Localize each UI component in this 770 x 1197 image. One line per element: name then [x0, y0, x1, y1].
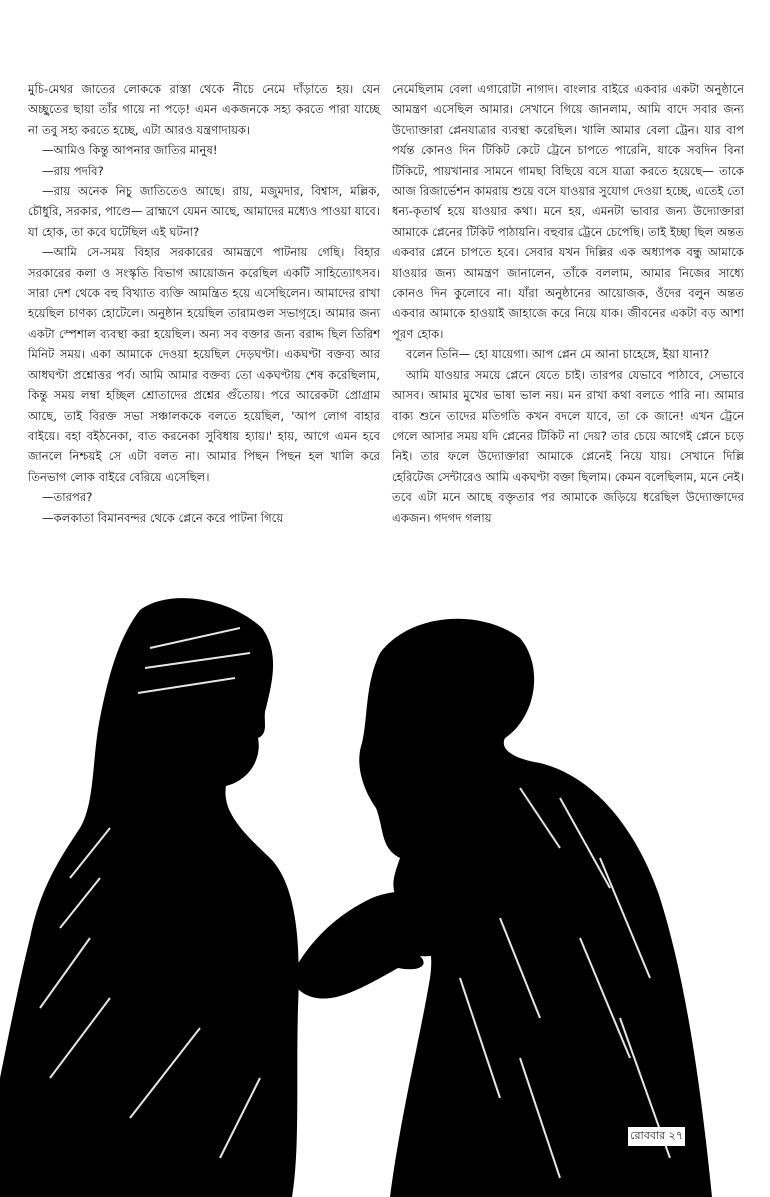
article-column-right	[392, 79, 744, 528]
page-folio: রোববার ২৭	[628, 1127, 685, 1146]
paragraph: নেমেছিলাম বেলা এগারোটা নাগাদ। বাংলার বাইরে একবার একটা অনুষ্ঠানে আমন্ত্রণ এসেছিল আমার। সেখানে গিয়ে জানলাম, আমি বাদে সবার জন্য উদ্যোক্তারা প্লেনযাত্রার ব্যবস্থা করেছিল। খালি আমার বেলা ট্রেন। যার বাপ পর্যন্ত কোনও দিন টিকিট কেটে ট্রেনে চাপতে পারেনি, যাকে সবদিন বিনা টিকিটে, পায়খানার সামনে গামছা বিছিয়ে বসে যাত্রা করতে হয়েছে— তাকে আজ রিজার্ভেশন কামরায় শুয়ে বসে যাওয়ার সুযোগ দেওয়া হচ্ছে, এতেই তো ধন্য-কৃতার্থ হয়ে যাওয়ার কথা। মনে হয়, এমনটা ভাবার জন্য উদ্যোক্তারা আমাকে প্লেনের টিকিট পাঠায়নি। বহুবার ট্রেনে চেপেছি। তাই ইচ্ছা ছিল অন্তত একবার প্লেনে চাপতে হবে। সেবার যখন দিল্লির এক অধ্যাপক বন্ধু আমাকে যাওয়ার জন্য আমন্ত্রণ জানালেন, তাঁকে বললাম, আমার নিজের সাধ্যে কোনও দিন কুলোবে না। যাঁরা অনুষ্ঠানের আয়োজক, ওঁদের বলুন অন্তত একবার আমাকে হাওয়াই জাহাজে করে নিয়ে যাক। জীবনের একটা বড় আশা পূরণ হোক।	[392, 82, 744, 341]
paragraph: —রায় পদবি?	[42, 163, 104, 178]
silhouette-illustration	[0, 558, 770, 1197]
paragraph: আমি যাওয়ার সময়ে প্লেনে যেতে চাই। তারপর যেভাবে পাঠাবে, সেভাবে আসব। আমার মুখের ভাষা ভাল নয়। মন রাখা কথা বলতে পারি না। আমার বাক্য শুনে তাদের মতিগতি কখন বদলে যাবে, তা কে জানে! এখন ট্রেনে গেলে আসার সময় যদি প্লেনের টিকিট না দেয়? তার চেয়ে আগেই প্লেনে চড়ে নিই। তার ফলে উদ্যোক্তারা আমাকে প্লেনেই নিয়ে যায়। সেখানে দিল্লি হেরিটেজ সেন্টারেও আমি একঘণ্টা বক্তা ছিলাম। কেমন বলেছিলাম, মনে নেই। তবে এটা মনে আছে বক্তৃতার পর আমাকে জড়িয়ে ধরেছিল উদ্যোক্তাদের একজন। গদগদ গলায়	[392, 367, 745, 525]
paragraph: বলেন তিনি— হো যায়েগা। আপ প্লেন মে আনা চাহেঙ্গে, ইয়া যানা?	[406, 347, 710, 362]
paragraph: —কলকাতা বিমানবন্দর থেকে প্লেনে করে পাটনা গিয়ে	[42, 510, 284, 525]
paragraph: —তারপর?	[42, 490, 93, 505]
paragraph: মুচি-মেথর জাতের লোককে রাস্তা থেকে নীচে নেমে দাঁড়াতে হয়। যেন অচ্ছুতের ছায়া তাঁর গায়ে না পড়ে! এমন একজনকে সহ্য করতে পারা যাচ্ছে না তবু সহ্য করতে হচ্ছে, এটা আরও যন্ত্রণাদায়ক।	[28, 82, 380, 137]
paragraph: —রায় অনেক নিচু জাতিতেও আছে। রায়, মজুমদার, বিশ্বাস, মল্লিক, চৌধুরি, সরকার, পাণ্ডে— ব্রাহ্মণে যেমন আছে, আমাদের মধ্যেও পাওয়া যাবে। যা হোক, তা কবে ঘটেছিল এই ঘটনা?	[28, 184, 380, 239]
paragraph: —আমিও কিন্তু আপনার জাতির মানুষ!	[42, 143, 218, 158]
hands-silhouette	[290, 891, 443, 998]
paragraph: —আমি সে-সময় বিহার সরকারের আমন্ত্রণে পাটনায় গেছি। বিহার সরকারের কলা ও সংস্কৃতি বিভাগ আয়োজন করেছিল একটি সাহিত্যোৎসব। সারা দেশ থেকে বহু বিখ্যাত ব্যক্তি আমন্ত্রিত হয়ে এসেছিলেন। আমাদের রাখা হয়েছিল চাণক্য হোটেলে। অনুষ্ঠান হয়েছিল তারামণ্ডল সভাগৃহে। আমার জন্য একটা স্পেশাল ব্যবস্থা করা হয়েছিল। অন্য সব বক্তার জন্য বরাদ্দ ছিল তিরিশ মিনিট সময়। একা আমাকে দেওয়া হয়েছিল দেড়ঘণ্টা। একঘণ্টা বক্তব্য আর আধঘণ্টা প্রশ্নোত্তর পর্ব। আমি আমার বক্তব্য তো একঘণ্টায় শেষ করেছিলাম, কিন্তু সময় লম্বা হচ্ছিল শ্রোতাদের প্রশ্নের গুঁতোয়। পরে আরেকটা প্রোগ্রাম আছে, তাই বিরক্ত সভা সঞ্চালককে বলতে হয়েছিল, 'আপ লোগ বাহার বাইয়ে। বহা বইঠনেকা, বাত করনেকা সুবিধায় হ্যায়।' হায়, আগে এমন হবে জানলে নিশ্চয়ই সে এটা বলত না। আমার পিছন পিছন হল খালি করে তিনভাগ লোক বাইরে বেরিয়ে এসেছিল।	[28, 245, 380, 484]
left-figure-silhouette	[0, 598, 299, 1197]
article-column-left	[28, 79, 380, 528]
